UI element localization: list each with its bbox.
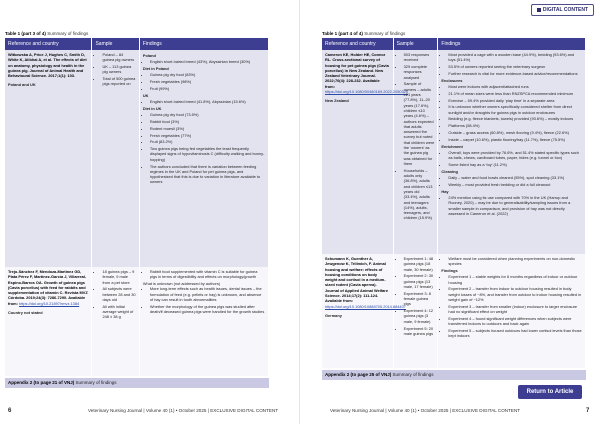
reference-cell [322,254,406,368]
list-item: • Guinea pig dry food (83%) [150,72,265,77]
reference-cell [322,50,409,254]
list-item: • Bedding (e.g. fleece blankets, towels) provided (93.6%) – mostly indoors [448,116,582,121]
col-header-sample: Sample [393,38,438,50]
journal-line-left: Veterinary Nursing Journal | Volume 40 (1) • October 2025 | EXCLUSIVE DIGITAL CONTENT [88,408,279,413]
findings-cell [139,267,268,376]
list-item: • Rodent muesli (3%) [150,126,265,131]
list-item: • English short-haired breed (41.8%), Abyssinian (15.6%) [150,99,265,104]
subheading: Findings [441,268,458,274]
list-item: • Welfare must be considered when planning experiments on non-domestic species [448,256,582,267]
digital-content-badge [531,4,594,16]
list-item: • Experiment 5: 20 male guinea pigs [404,326,435,337]
sample-cell [92,50,139,267]
list-item: • 329 complete responses analysed [404,64,435,80]
appendix-footer [322,370,586,380]
country: Poland and UK [8,82,36,88]
list-item: • Daily – water and food bowls cleaned (55%), spot cleaning (33.1%) [448,175,582,180]
sample-cell [92,267,139,376]
sample-cell [393,50,438,254]
page-gutter [299,0,300,424]
footer-bold: Appendix 2 (to page 21 of VNJ) [8,380,75,385]
list-item: • Sample of owners – adults ≥21 years (77.8%), 11–20 years (17.6%), children ≤10 years (4.6%) – authors expected that adults answered the survey but noted that children were the ‘owners’ as the guinea pig was obtained for them [404,81,435,166]
col-header-findings: Findings [139,38,268,50]
list-item: • 21.1% of mean sizes were less than RNZSPCA recommended minimum [448,91,582,96]
subheading: Diet in Poland [142,66,169,72]
doi-link[interactable]: https://doi.org/10.1080/10888705.2014.884407 [325,303,406,309]
col-header-sample: Sample [92,38,139,50]
list-item: • Experiment 3 – transfer from smaller (indoor) enclosure to larger enclosure had no significant effect on weight [448,304,582,315]
return-to-article-button[interactable]: Return to Article [518,385,582,399]
reference-cell [5,50,92,267]
caption-rest: Summary of findings [364,31,406,36]
findings-table [5,38,269,376]
list-item: • Households – adults only (36.8%), adults and children ≤13 years old (33.4%), adults and teenagers (14%), adults, teenagers, and children (15.9%) [404,168,435,221]
subheading: Enrichment [441,143,463,149]
badge-label: DIGITAL CONTENT [542,7,588,13]
list-item: • Experiment 1: 48 guinea pigs (18 male, 30 female) [404,256,435,272]
footer-rest: Summary of findings [392,372,434,377]
list-item: • Experiment 2 – transfer from indoor to outdoor housing resulted in body weight losses of ~8%, and transfer from outdoor to indoor housing resulted in weight gain of ~12% [448,286,582,302]
subheading: UK [142,92,149,98]
list-item: • Experiment 4 – found significant weight differences when subjects were transferred indoors to outdoors and back again [448,316,582,327]
col-header-reference: Reference and country [5,38,92,50]
list-item: • Poland – 84 guinea pig owners [102,52,135,63]
unknown-heading: What is unknown (not addressed by authors) [142,281,221,287]
journal-line-right: Veterinary Nursing Journal | Volume 40 (1) • October 2025 | EXCLUSIVE DIGITAL CONTENT [330,408,521,413]
subheading: Diet in UK [142,105,162,111]
top-band [0,0,600,13]
list-item: • 503 responses received [404,52,435,63]
list-item: • Inside – carpet (10.6%), plastic flooring/tray (11.7%), fleece (75.5%) [448,137,582,142]
list-item: • Total of 500 guinea pigs reported on [102,76,135,87]
findings-cell [438,254,586,368]
subheading: Cleaning [441,168,458,174]
list-item: • Fresh vegetables (98%) [150,79,265,84]
list-item: • Fresh vegetables (77%) [150,133,265,138]
doi-link[interactable]: https://doi.org/10.1080/00480169.2022.2050320 [325,89,409,95]
caption-rest: Summary of findings [47,31,89,36]
list-item: • Fruit (83.2%) [150,139,265,144]
page-number-left: 6 [8,408,12,414]
list-item: • Experiment 2: 30 guinea pigs (13 male, 17 female) [404,273,435,289]
list-item: • Experiment 1 – stable weights for 6 months regardless of indoor or outdoor housing [448,274,582,285]
reference-title: Witkowska A, Price J, Hughes C, Smith D, White K, Alibhai A, et al. The effects of diet on anatomy, physiology and health in the guinea pig. Journal of Animal Health and Behavioural Science. 2017;1(1): 103. [8,52,87,79]
badge-square-icon [537,8,541,12]
table-row [5,267,269,376]
footer-bold: Appendix 2 (to page 25 of VNJ) [325,372,392,377]
table-row [322,50,586,254]
list-item: • Experiment 3: 8 female guinea pigs [404,291,435,307]
subheading: Enclosures [441,77,463,83]
footer-rest: Summary of findings [75,380,117,385]
list-item: • Most were indoors with adjacent/attached runs [448,84,582,89]
country: New Zealand [325,98,349,104]
list-item: • All subjects were between 28 and 30 days old [102,286,135,302]
list-item: • The authors concluded that there is variation between feeding regimes in the UK and Poland for pet guinea pigs, and hypothesised that this is due to variation in literature available to owners [150,164,265,185]
caption-bold: Table 1 (part 3 of 4) [5,31,46,36]
appendix-footer [5,378,269,388]
caption-bold: Table 1 (part 4 of 4) [322,31,363,36]
list-item: • Platforms (58.4%) [448,123,582,128]
list-item: • Weekly – most provided fresh bedding or did a full cleanout [448,182,582,187]
list-item: • Whether the morphology of the guinea pigs was studied after death/if deceased guinea pigs were handled for the growth studies [150,304,265,315]
page-number-right: 7 [586,408,590,414]
list-item: • Exercise – 59.4% provided daily ‘play time’ in a separate area [448,98,582,103]
findings-table [322,38,586,368]
list-item: • Most provided a cage with a wooden base (44.9%), bedding (93.6%) and toys (51.4%) [448,52,582,63]
table-row [5,50,269,267]
list-item: • UK – 113 guinea pig owners [102,64,135,75]
table-header-row [322,38,586,50]
list-item: • Some listed hay as a ‘toy’ (11.2%) [448,162,582,167]
subheading: Hay [441,188,449,194]
findings-cell [139,50,268,267]
list-item: • Further research is vital for more evidence-based advice/recommendations [448,71,582,76]
list-item: • 18 guinea pigs – 9 female, 9 male from a pet store [102,269,135,285]
list-item: • Rabbit food supplemented with vitamin C is suitable for guinea pigs in terms of digestibility and effects on morphology/growth [150,269,265,280]
country: Country not stated [8,310,43,316]
reference-title: Cameron KE, Holder HE, Connor RL. Cross-sectional survey of housing for pet guinea pigs (Cavia porcellus) in New Zealand. New Zealand Veterinary Journal. 2022;70(4): 228-232. Available from: [325,52,389,89]
country: Germany [325,312,342,318]
right-page [322,30,586,380]
reference-cell [5,267,92,376]
list-item: • Guinea pig dry food (73.5%) [150,112,265,117]
left-page [5,30,269,388]
table-caption [5,30,269,37]
list-item: • 24% mention using its use compared with 70% in the UK (Harrup and Rooney, 2020) – may be due to generalisability/sampling issues from a smaller sample in comparison, and provision of hay was not directly assessed in Cameron et al. (2022) [448,195,582,216]
sample-cell [393,254,438,368]
list-item: • All with initial average weight of 248 ± 38 g [102,304,135,320]
list-item: • English short-haired breed (43%), Abyssinian breed (30%) [150,59,265,64]
col-header-findings: Findings [438,38,586,50]
list-item: • 53.5% of owners reported seeing the veterinary surgeon [448,64,582,69]
list-item: • It is unknown whether owners specifically considered shelter from direct sunlight and/or draughts for guinea pigs in outdoor enclosures [448,104,582,115]
doi-link[interactable]: https://doi.org/10.21897/rmvz.1384 [19,300,80,306]
list-item: • Two guinea pigs being fed vegetables the least frequently displayed signs of hypovitaminosis C (difficulty walking and bunny-hopping) [150,146,265,162]
col-header-reference: Reference and country [322,38,393,50]
list-item: • Rabbit food (3%) [150,119,265,124]
subheading: Poland [142,53,156,58]
reference-title: Trejo-Sánchez F, Mendoza-Martínez GD, Plata Pérez F, Martínez-García J, Villarreal-Espino-Barros OA. Growth of guinea pigs (Cavia porcellus) with feed for rabbits and supplementation of vitamin C. Revista MVZ Córdoba. 2019;24(3): 7286-7290. Available from: [8,269,88,306]
table-row [322,254,586,368]
list-item: • Outside – grass access (60.8%), mesh flooring (9.4%), fleece (22.6%) [448,130,582,135]
list-item: • Overall, toys were provided by 76.6%, and 51.4% stated specific types such as balls, chews, cardboard tubes, paper, hides (e.g. tunnel or box) [448,150,582,161]
findings-cell [438,50,586,254]
reference-title: Schumann K, Guenther A, Jewgenow K, Trillmich, F. Animal housing and welfare: effects of housing conditions on body weight and cortisol in a medium-sized rodent (Cavia aperea). Journal of Applied Animal Welfare Science. 2014;17(2): 111-124. Available from: [325,256,388,304]
list-item: • Experiment 5 – subjects housed outdoors had lower cortisol levels than those kept indoors [448,328,582,339]
list-item: • Fruit (99%) [150,86,265,91]
list-item: • Experiment 4: 12 guinea pigs (3 male, 9 female) [404,308,435,324]
list-item: • More long-term effects such as health issues, dental issues – the formulation of feed (e.g. pellets or hay) is unknown, and absence of hay can result in tooth abnormalities [150,286,265,302]
table-caption [322,30,586,37]
table-header-row [5,38,269,50]
